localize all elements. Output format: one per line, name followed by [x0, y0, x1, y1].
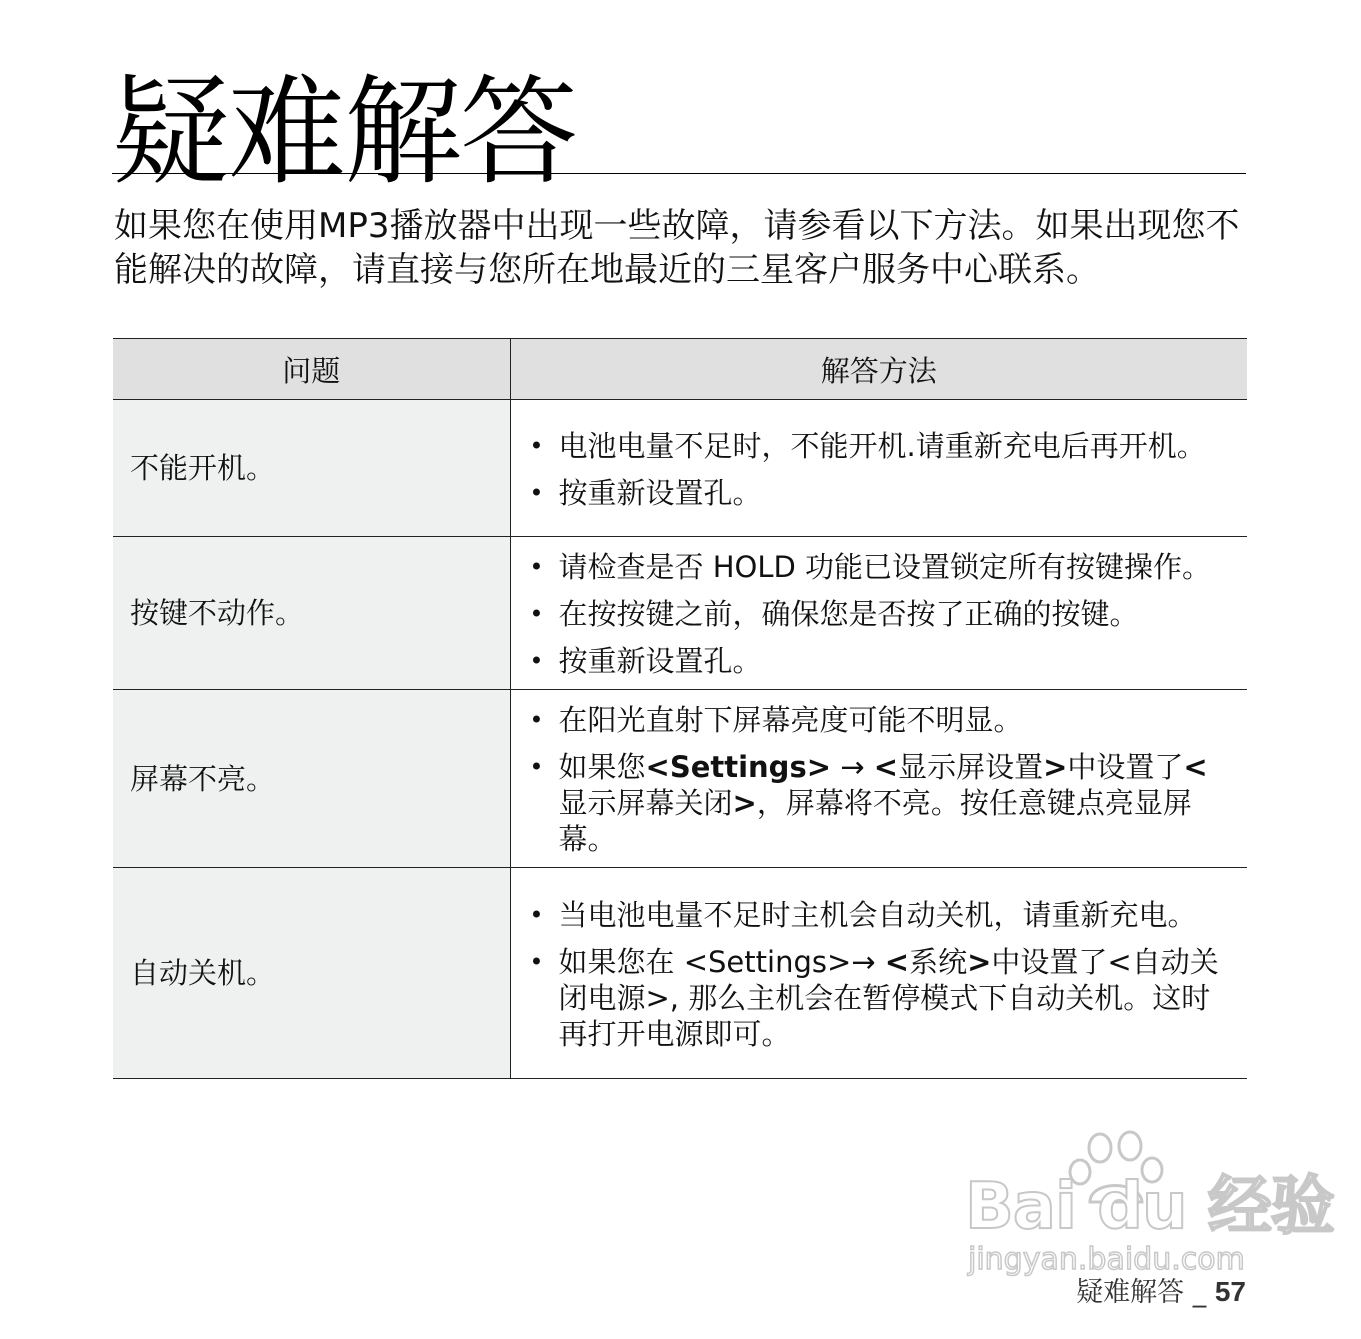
page-number: 57 — [1214, 1276, 1246, 1307]
solution-cell — [510, 400, 1247, 537]
solution-item — [525, 475, 1228, 511]
bullet-icon: • — [529, 900, 544, 929]
solution-text: 如果您在 <Settings>→ — [558, 944, 885, 979]
solution-text: 电池电量不足时，不能开机.请重新充电后再开机。 — [558, 428, 1206, 463]
solution-text: 显示屏设置 — [898, 750, 1044, 784]
watermark-main-text: Bai du 经验 — [965, 1170, 1334, 1244]
page-title: 疑难解答 — [112, 63, 577, 201]
table-row — [113, 400, 1247, 537]
solution-text: 当电池电量不足时主机会自动关机，请重新充电。 — [558, 897, 1197, 932]
problem-cell: 按键不动作。 — [113, 537, 510, 690]
solution-text: 系统 — [909, 944, 968, 979]
solution-text: ，屏幕将不亮。按任意键点亮显屏幕。 — [558, 786, 1192, 856]
solution-item — [525, 428, 1228, 464]
solution-text: > — [732, 786, 757, 820]
solution-item — [525, 702, 1228, 738]
problem-cell: 自动关机。 — [113, 868, 510, 1079]
solution-item — [525, 643, 1228, 679]
bullet-icon: • — [529, 431, 544, 460]
solution-list — [525, 428, 1228, 511]
solution-cell — [510, 537, 1247, 690]
table-row — [113, 690, 1247, 868]
intro-paragraph: 如果您在使用MP3播放器中出现一些故障，请参看以下方法。如果出现您不能解决的故障，请直接与您所在地最近的三星客户服务中心联系。 — [114, 206, 1240, 290]
solution-text: > — [967, 944, 992, 979]
table-row — [113, 868, 1247, 1079]
bullet-icon: • — [529, 647, 544, 675]
solution-cell — [510, 868, 1247, 1079]
solution-text: 中设置了<自动关闭电源>, 那么主机会在暂停模式下自动关机。这时再打开电源即可。 — [558, 944, 1219, 1051]
bullet-icon: • — [529, 706, 544, 734]
problem-cell: 屏幕不亮。 — [113, 690, 510, 868]
solution-list — [525, 897, 1228, 1052]
solution-item — [525, 749, 1228, 857]
solution-text: 按重新设置孔。 — [558, 475, 762, 510]
table-row — [113, 537, 1247, 690]
solution-text: 请检查是否 HOLD 功能已设置锁定所有按键操作。 — [558, 550, 1212, 584]
table-header-row — [113, 339, 1247, 400]
solution-text: 按重新设置孔。 — [558, 644, 762, 678]
solution-item — [525, 596, 1228, 632]
page-footer — [1076, 1274, 1246, 1311]
header-solution: 解答方法 — [510, 339, 1247, 400]
bullet-icon: • — [529, 478, 544, 507]
footer-section: 疑难解答 _ — [1076, 1277, 1215, 1308]
watermark-url-text: jingyan.baidu.com — [968, 1242, 1245, 1277]
solution-text: 显示屏幕关闭 — [558, 786, 733, 820]
bullet-icon: • — [529, 553, 544, 581]
solution-text: < — [873, 750, 899, 784]
solution-cell — [510, 690, 1247, 868]
solution-text: 如果您 — [558, 750, 646, 784]
problem-cell: 不能开机。 — [113, 400, 510, 537]
bullet-icon: • — [529, 600, 544, 628]
solution-item — [525, 897, 1228, 933]
table-body — [113, 400, 1247, 1079]
header-problem: 问题 — [113, 339, 510, 400]
solution-text: > — [1043, 750, 1068, 784]
title-rule — [112, 173, 1246, 174]
solution-list — [525, 702, 1228, 857]
solution-text: 在按按键之前，确保您是否按了正确的按键。 — [558, 597, 1139, 631]
solution-text: 在阳光直射下屏幕亮度可能不明显。 — [558, 703, 1023, 737]
bullet-icon: • — [529, 753, 544, 781]
solution-text: 中设置了 — [1067, 750, 1184, 784]
solution-item — [525, 549, 1228, 585]
solution-text: → — [831, 750, 874, 784]
bullet-icon: • — [529, 947, 544, 976]
solution-list — [525, 549, 1228, 679]
troubleshooting-table — [113, 338, 1247, 1079]
solution-text: < — [1183, 750, 1208, 784]
solution-text: <Settings> — [645, 750, 831, 784]
solution-item — [525, 944, 1228, 1052]
solution-text: < — [884, 944, 910, 979]
